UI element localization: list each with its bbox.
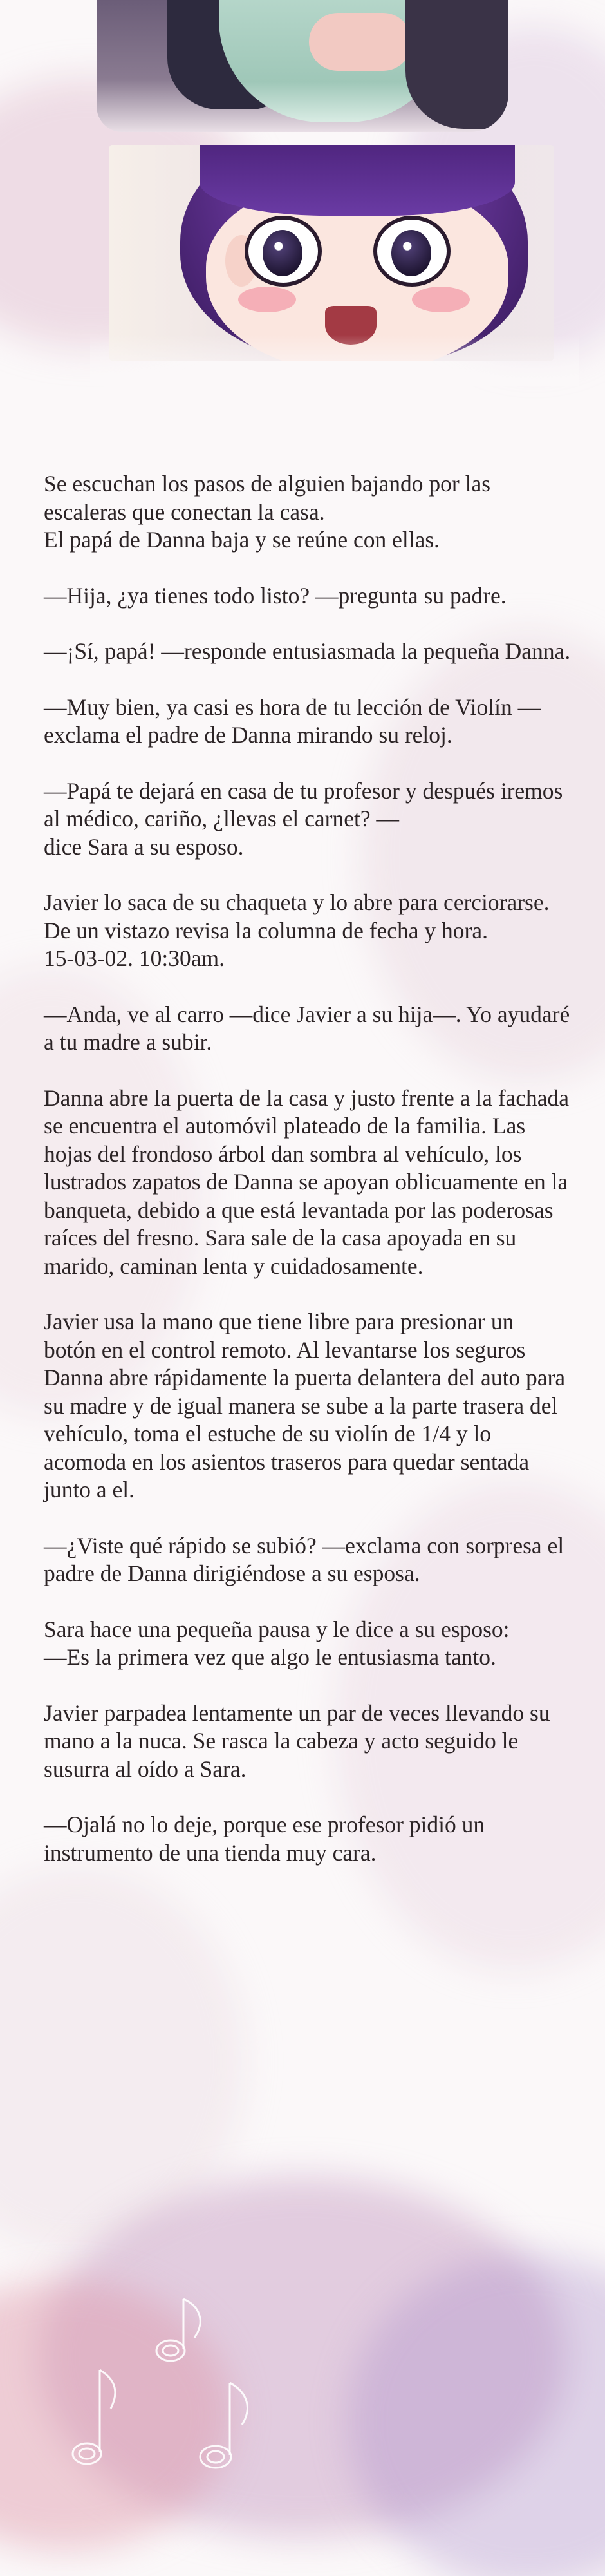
story-paragraph: Javier lo saca de su chaqueta y lo abre para cerciorarse. De un vistazo revisa la columna de fecha y hora. 15-03-02. 10:30am. bbox=[44, 889, 550, 971]
story-paragraph: Javier usa la mano que tiene libre para presionar un botón en el control remoto. Al levantarse los seguros Danna abre rápidamente la puerta delantera del auto para su madre y de igual manera se sube a la parte trasera del vehículo, toma el estuche de su violín de 1/4 y lo acomoda en los asientos traseros para quedar sentada junto a el. bbox=[44, 1309, 566, 1502]
story-paragraph: —Papá te dejará en casa de tu profesor y después iremos al médico, cariño, ¿llevas el carnet? — dice Sara a su esposo. bbox=[44, 777, 563, 860]
panel-fade bbox=[90, 335, 579, 386]
music-note-icon bbox=[73, 2370, 115, 2464]
comic-panel-figures bbox=[97, 0, 508, 132]
character-blush bbox=[238, 287, 296, 312]
story-paragraph: —Anda, ve al carro —dice Javier a su hija—. Yo ayudaré a tu madre a subir. bbox=[44, 1001, 570, 1055]
character-bangs bbox=[200, 145, 515, 216]
music-note-icon bbox=[156, 2299, 200, 2361]
story-paragraph: —Muy bien, ya casi es hora de tu lección de Violín —exclama el padre de Danna mirando su reloj. bbox=[44, 694, 541, 748]
music-notes-decoration bbox=[51, 2293, 283, 2499]
story-paragraph: Danna abre la puerta de la casa y justo frente a la fachada se encuentra el automóvil plateado de la familia. Las hojas del frondoso árbol dan sombra al vehículo, los lustrados zapatos de Danna se apoyan oblicuamente en la banqueta, debido a que está levantada por las poderosas raíces del fresno. Sara sale de la casa apoyada en su marido, caminan lenta y cuidadosamente. bbox=[44, 1084, 570, 1279]
story-paragraph: —Hija, ¿ya tienes todo listo? —pregunta su padre. bbox=[44, 582, 507, 609]
character-blush bbox=[412, 287, 470, 312]
character-eye-left bbox=[245, 216, 322, 287]
story-paragraph: Se escuchan los pasos de alguien bajando por las escaleras que conectan la casa. El papá de Danna baja y se reúne con ellas. bbox=[44, 471, 491, 553]
story-paragraph: —Ojalá no lo deje, porque ese profesor pidió un instrumento de una tienda muy cara. bbox=[44, 1812, 485, 1866]
comic-panel-danna-face bbox=[109, 145, 554, 361]
character-arm bbox=[309, 13, 412, 71]
story-paragraph: —¡Sí, papá! —responde entusiasmada la pequeña Danna. bbox=[44, 638, 571, 664]
story-paragraph: —¿Viste qué rápido se subió? —exclama con sorpresa el padre de Danna dirigiéndose a su esposa. bbox=[44, 1532, 564, 1586]
story-paragraph: Javier parpadea lentamente un par de veces llevando su mano a la nuca. Se rasca la cabeza y acto seguido le susurra al oído a Sara. bbox=[44, 1700, 550, 1782]
character-jacket bbox=[405, 0, 508, 129]
story-paragraph: Sara hace una pequeña pausa y le dice a su esposo: —Es la primera vez que algo le entusiasma tanto. bbox=[44, 1616, 510, 1670]
music-note-icon bbox=[200, 2383, 247, 2468]
character-eye-right bbox=[373, 216, 451, 287]
story-text bbox=[44, 470, 572, 1867]
